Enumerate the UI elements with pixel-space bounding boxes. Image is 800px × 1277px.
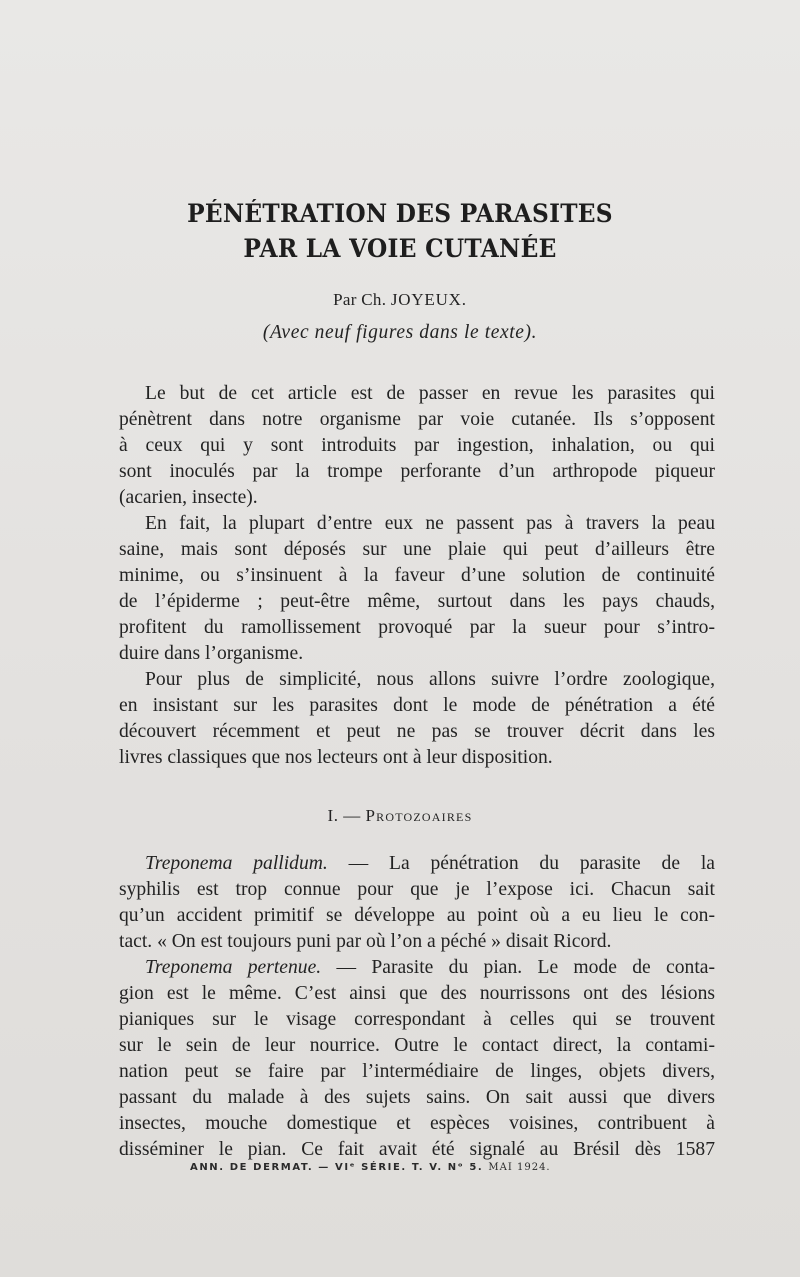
journal-abbrev: ANN. DE DERMAT. — bbox=[190, 1162, 330, 1173]
section-numeral: I. — bbox=[327, 806, 361, 825]
paragraph-line: gion est le même. C’est ainsi que des nourrissons ont des lésions bbox=[119, 983, 715, 1004]
paragraph-text: — La pénétration du parasite de la bbox=[327, 853, 715, 874]
paragraph-line: livres classiques que nos lecteurs ont à leur disposition. bbox=[119, 747, 553, 768]
paragraph-line bbox=[145, 851, 715, 877]
section-name: Protozoaires bbox=[365, 806, 473, 825]
species-name: Treponema pertenue. bbox=[145, 957, 322, 978]
paragraph-line: profitent du ramollissement provoqué par la sueur pour s’intro- bbox=[119, 617, 715, 638]
author-prefix: Par Ch. bbox=[333, 290, 387, 309]
paragraph-line: nation peut se faire par l’intermédiaire de linges, objets divers, bbox=[119, 1061, 715, 1082]
paragraph-line bbox=[145, 955, 715, 981]
paragraph-line: en insistant sur les parasites dont le mode de pénétration a été bbox=[119, 695, 715, 716]
paragraph-line: qu’un accident primitif se développe au point où a eu lieu le con- bbox=[119, 905, 715, 926]
paragraph-line: sont inoculés par la trompe perforante d’un arthropode piqueur bbox=[119, 461, 715, 482]
figure-note: (Avec neuf figures dans le texte). bbox=[262, 322, 538, 343]
paragraph-line: pénètrent dans notre organisme par voie cutanée. Ils s’opposent bbox=[119, 409, 715, 430]
paragraph-line: sur le sein de leur nourrice. Outre le contact direct, la contami- bbox=[119, 1035, 715, 1056]
running-footer bbox=[190, 1162, 551, 1173]
paragraph-line: duire dans l’organisme. bbox=[119, 643, 304, 664]
paragraph-line: pianiques sur le visage correspondant à celles qui se trouvent bbox=[119, 1009, 715, 1030]
paragraph-line: à ceux qui y sont introduits par ingestion, inhalation, ou qui bbox=[119, 435, 715, 456]
paragraph-line: insectes, mouche domestique et espèces voisines, contribuent à bbox=[119, 1113, 715, 1134]
paragraph-line: syphilis est trop connue pour que je l’expose ici. Chacun sait bbox=[119, 879, 715, 900]
paragraph-line: Pour plus de simplicité, nous allons suivre l’ordre zoologique, bbox=[145, 669, 715, 690]
paragraph-line: Le but de cet article est de passer en revue les parasites qui bbox=[145, 383, 715, 404]
paragraph-line: disséminer le pian. Ce fait avait été signalé au Brésil dès 1587 bbox=[119, 1139, 715, 1160]
species-name: Treponema pallidum. bbox=[145, 853, 328, 874]
paragraph-text: — Parasite du pian. Le mode de conta- bbox=[321, 957, 715, 978]
paragraph-line: tact. « On est toujours puni par où l’on a péché » disait Ricord. bbox=[119, 931, 612, 952]
section-heading bbox=[0, 806, 800, 826]
series-info: VIᵉ SÉRIE. T. V. Nᵒ 5. bbox=[335, 1162, 484, 1173]
issue-date: MAI 1924. bbox=[488, 1162, 551, 1173]
paragraph-line: saine, mais sont déposés sur une plaie qui peut d’ailleurs être bbox=[119, 539, 715, 560]
article-title-line-2: PAR LA VOIE CUTANÉE bbox=[243, 234, 557, 263]
author-name: JOYEUX. bbox=[390, 290, 467, 309]
article-title-line-1: PÉNÉTRATION DES PARASITES bbox=[187, 199, 613, 228]
author-line bbox=[0, 290, 800, 310]
paragraph-line: passant du malade à des sujets sains. On sait aussi que divers bbox=[119, 1087, 715, 1108]
paragraph-line: En fait, la plupart d’entre eux ne passent pas à travers la peau bbox=[145, 513, 715, 534]
paragraph-line: découvert récemment et peut ne pas se trouver décrit dans les bbox=[119, 721, 715, 742]
paragraph-line: minime, ou s’insinuent à la faveur d’une solution de continuité bbox=[119, 565, 715, 586]
paragraph-line: (acarien, insecte). bbox=[119, 487, 258, 508]
paragraph-line: de l’épiderme ; peut-être même, surtout dans les pays chauds, bbox=[119, 591, 715, 612]
